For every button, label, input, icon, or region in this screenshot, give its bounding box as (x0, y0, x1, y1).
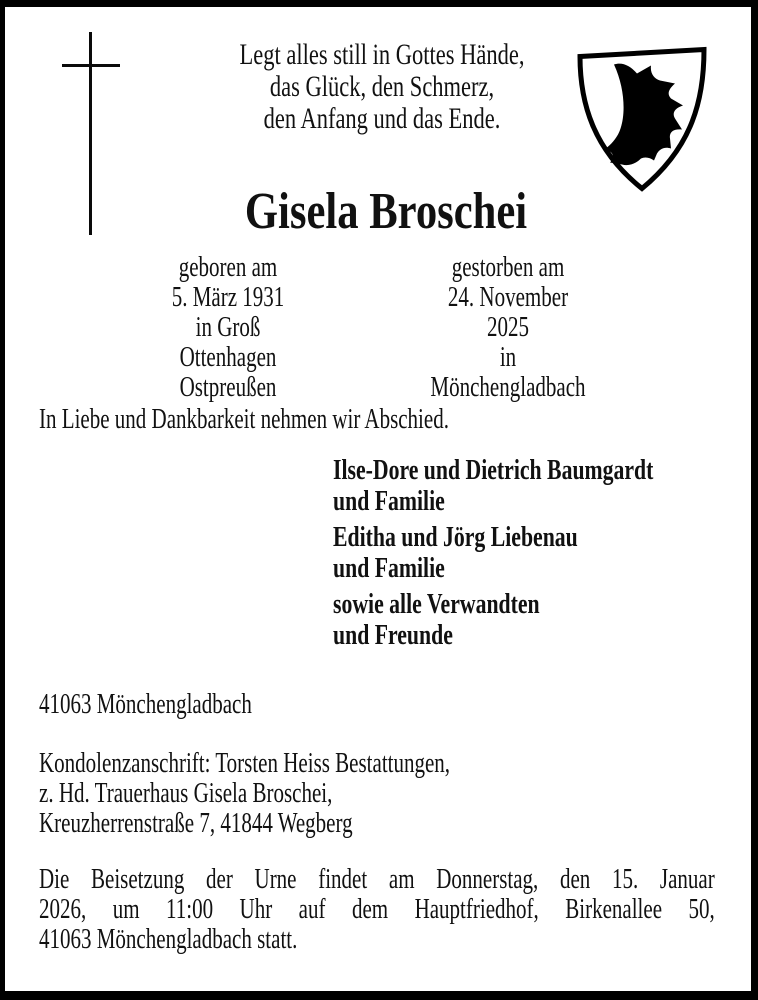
mourner-suffix: und Familie (333, 485, 445, 517)
mourner-group (333, 589, 653, 651)
death-label: gestorben am (451, 252, 565, 283)
mourner-names: Editha und Jörg Liebenau (333, 521, 578, 553)
condolence-line: Kondolenzanschrift: Torsten Heiss Bestattungen, (39, 748, 451, 779)
birth-label: geboren am (178, 252, 278, 283)
death-info (426, 253, 591, 403)
mourner-group (333, 455, 653, 517)
burial-line: 2026, um 11:00 Uhr auf dem Hauptfriedhof, Birkenallee 50, (39, 894, 715, 925)
verse-line: Legt alles still in Gottes Hände, (239, 38, 525, 71)
birth-date: 5. März 1931 (171, 282, 285, 313)
mourners-list (333, 455, 653, 656)
condolence-address (39, 749, 450, 839)
mourner-names: Ilse-Dore und Dietrich Baumgardt (333, 454, 654, 486)
death-place: in Mönchengladbach (430, 342, 586, 403)
verse-line: den Anfang und das Ende. (263, 102, 501, 135)
burial-info (39, 865, 715, 955)
city-line (39, 690, 323, 720)
mourner-suffix: und Freunde (333, 619, 453, 651)
mourner-suffix: und Familie (333, 552, 445, 584)
verse-line: das Glück, den Schmerz, (269, 70, 495, 103)
birth-info (146, 253, 311, 403)
farewell-text: In Liebe und Dankbarkeit nehmen wir Abschied. (39, 404, 449, 435)
condolence-line: Kreuzherrenstraße 7, 41844 Wegberg (39, 808, 353, 839)
birth-region: Ostpreußen (179, 372, 277, 403)
death-date: 24. November 2025 (447, 282, 569, 343)
mourner-group (333, 522, 653, 584)
farewell-line (39, 405, 586, 435)
birth-place: in Groß Ottenhagen (179, 312, 277, 373)
city-text: 41063 Mönchengladbach (39, 689, 252, 720)
burial-line: Die Beisetzung der Urne findet am Donnerstag, den 15. Januar (39, 864, 715, 895)
deceased-name: Gisela Broschei (244, 183, 528, 240)
mourner-names: sowie alle Verwandten (333, 588, 540, 620)
condolence-line: z. Hd. Trauerhaus Gisela Broschei, (39, 778, 333, 809)
burial-line: 41063 Mönchengladbach statt. (39, 924, 298, 955)
east-prussia-crest-icon (572, 41, 712, 196)
